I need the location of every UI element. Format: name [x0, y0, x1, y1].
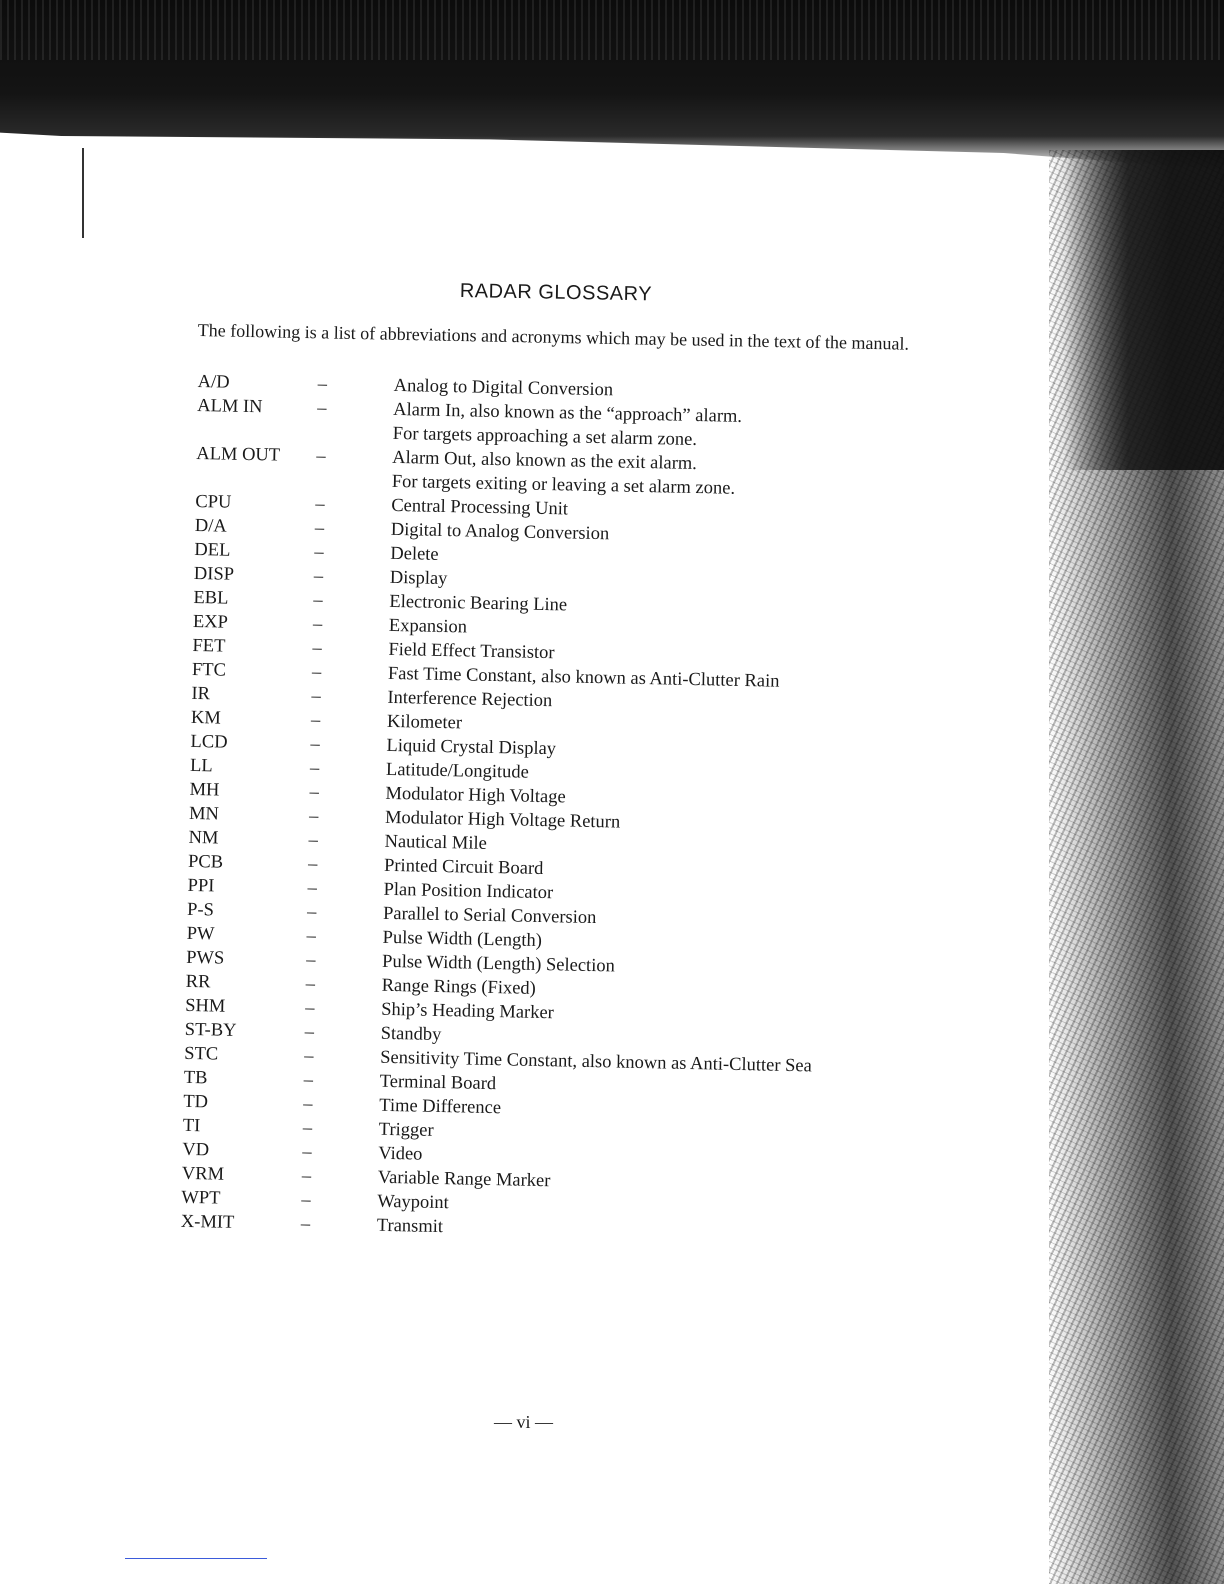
glossary-dash: –	[312, 614, 323, 635]
glossary-dash: –	[305, 998, 315, 1019]
glossary-dash: –	[302, 1118, 313, 1139]
glossary-definition-line: Latitude/Longitude	[385, 759, 530, 783]
glossary-abbreviation: DISP	[193, 563, 235, 585]
glossary-abbreviation: EBL	[193, 587, 229, 609]
glossary-abbreviation: DEL	[194, 539, 231, 561]
glossary-dash: –	[315, 494, 325, 515]
glossary-dash: –	[314, 518, 325, 539]
glossary-dash: –	[317, 398, 327, 419]
glossary-abbreviation: KM	[190, 707, 222, 729]
glossary-list	[181, 370, 878, 1247]
glossary-dash: –	[308, 806, 319, 827]
glossary-definition-line: Analog to Digital Conversion	[393, 375, 614, 401]
glossary-abbreviation: FTC	[191, 659, 227, 681]
glossary-abbreviation: PPI	[187, 875, 215, 897]
glossary-definition-line: For targets exiting or leaving a set alarm zone.	[391, 471, 736, 499]
glossary-dash: –	[314, 542, 324, 563]
glossary-definition-line: Range Rings (Fixed)	[381, 975, 537, 999]
glossary-dash: –	[309, 758, 320, 779]
glossary-definition-line: For targets approaching a set alarm zone.	[392, 423, 698, 451]
glossary-dash: –	[305, 950, 316, 971]
glossary-definition-line: Transmit	[376, 1215, 444, 1238]
page-title: RADAR GLOSSARY	[459, 280, 653, 306]
glossary-dash: –	[306, 926, 317, 947]
glossary-abbreviation: D/A	[194, 515, 227, 537]
glossary-definition-line: Printed Circuit Board	[383, 855, 544, 880]
glossary-definition-line: Alarm In, also known as the “approach” alarm.	[393, 399, 743, 427]
glossary-definition-line: Pulse Width (Length)	[382, 927, 543, 952]
glossary-dash: –	[304, 1022, 315, 1043]
glossary-definition-line: Waypoint	[377, 1191, 450, 1214]
glossary-definition-line: Alarm Out, also known as the exit alarm.	[392, 447, 698, 475]
glossary-abbreviation: EXP	[192, 611, 229, 633]
glossary-abbreviation: MN	[188, 803, 220, 825]
glossary-abbreviation: STC	[184, 1043, 219, 1065]
glossary-abbreviation: X-MIT	[180, 1211, 235, 1233]
glossary-dash: –	[313, 590, 323, 611]
intro-paragraph: The following is a list of abbreviations and acronyms which may be used in the text of the manual.	[197, 319, 910, 354]
glossary-dash: –	[306, 902, 317, 923]
glossary-definition-line: Sensitivity Time Constant, also known as Anti-Clutter Sea	[380, 1047, 813, 1077]
glossary-abbreviation: WPT	[181, 1187, 221, 1209]
glossary-dash: –	[311, 686, 321, 707]
glossary-abbreviation: PCB	[187, 851, 224, 873]
glossary-dash: –	[310, 710, 321, 731]
glossary-definition-line: Electronic Bearing Line	[389, 591, 568, 616]
glossary-definition-line: Ship’s Heading Marker	[380, 999, 555, 1024]
bottom-rule	[125, 1558, 267, 1559]
glossary-definition-line: Interference Rejection	[387, 687, 553, 712]
glossary-dash: –	[301, 1190, 311, 1211]
glossary-abbreviation: RR	[185, 971, 211, 993]
glossary-definition-line: Standby	[380, 1023, 442, 1046]
glossary-definition-line: Modulator High Voltage Return	[384, 807, 621, 833]
glossary-abbreviation: ST-BY	[184, 1019, 237, 1041]
glossary-definition-line: Fast Time Constant, also known as Anti-Clutter Rain	[387, 663, 780, 692]
glossary-dash: –	[307, 878, 318, 899]
glossary-abbreviation: SHM	[185, 995, 226, 1017]
glossary-abbreviation: P-S	[186, 899, 215, 921]
glossary-abbreviation: LCD	[190, 731, 228, 753]
glossary-abbreviation: LL	[189, 755, 213, 777]
glossary-abbreviation: VRM	[181, 1163, 225, 1185]
glossary-definition-line: Time Difference	[379, 1095, 502, 1119]
glossary-abbreviation: TB	[183, 1067, 208, 1089]
glossary-definition-line: Expansion	[388, 615, 468, 638]
glossary-definition-line: Liquid Crystal Display	[386, 735, 557, 760]
glossary-definition-line: Delete	[390, 543, 439, 565]
glossary-abbreviation: MH	[189, 779, 220, 801]
page-number: — vi —	[494, 1412, 554, 1432]
glossary-definition-line: Digital to Analog Conversion	[390, 519, 610, 545]
glossary-definition-line: Display	[389, 567, 448, 590]
glossary-dash: –	[303, 1094, 313, 1115]
scan-shadow-right-dark	[1064, 150, 1224, 470]
glossary-abbreviation: PWS	[185, 947, 225, 969]
glossary-dash: –	[302, 1142, 312, 1163]
glossary-definition-line: Field Effect Transistor	[388, 639, 555, 664]
glossary-abbreviation: A/D	[197, 371, 230, 393]
glossary-dash: –	[305, 974, 316, 995]
glossary-dash: –	[316, 446, 326, 467]
glossary-dash: –	[300, 1214, 311, 1235]
glossary-abbreviation: ALM OUT	[196, 443, 281, 466]
glossary-definition-line: Terminal Board	[379, 1071, 497, 1095]
glossary-dash: –	[304, 1046, 314, 1067]
glossary-definition-line: Pulse Width (Length) Selection	[381, 951, 616, 977]
glossary-dash: –	[301, 1166, 312, 1187]
glossary-definition-line: Video	[378, 1143, 423, 1165]
glossary-definition-line: Nautical Mile	[384, 831, 487, 854]
glossary-abbreviation: NM	[188, 827, 219, 849]
glossary-definition-line: Trigger	[378, 1119, 434, 1141]
glossary-definition-line: Kilometer	[386, 711, 463, 734]
glossary-definition-line: Central Processing Unit	[391, 495, 569, 520]
glossary-abbreviation: PW	[186, 923, 215, 945]
glossary-definition-line: Variable Range Marker	[377, 1167, 551, 1192]
glossary-abbreviation: ALM IN	[197, 395, 263, 418]
glossary-dash: –	[303, 1070, 314, 1091]
glossary-abbreviation: TD	[183, 1091, 209, 1113]
glossary-abbreviation: FET	[192, 635, 226, 657]
glossary-dash: –	[311, 662, 322, 683]
glossary-definition-line: Modulator High Voltage	[385, 783, 566, 808]
glossary-dash: –	[308, 830, 319, 851]
glossary-abbreviation: VD	[182, 1139, 210, 1161]
glossary-abbreviation: CPU	[195, 491, 232, 513]
binding-mark	[82, 148, 84, 238]
glossary-abbreviation: IR	[191, 683, 211, 705]
glossary-definition-line: Parallel to Serial Conversion	[382, 903, 597, 929]
glossary-dash: –	[310, 734, 320, 755]
scan-noise-top	[0, 0, 1224, 60]
glossary-dash: –	[312, 638, 322, 659]
glossary-abbreviation: TI	[182, 1115, 201, 1137]
glossary-dash: –	[317, 374, 328, 395]
glossary-dash: –	[309, 782, 319, 803]
glossary-dash: –	[313, 566, 324, 587]
glossary-dash: –	[307, 854, 318, 875]
glossary-definition-line: Plan Position Indicator	[383, 879, 554, 904]
